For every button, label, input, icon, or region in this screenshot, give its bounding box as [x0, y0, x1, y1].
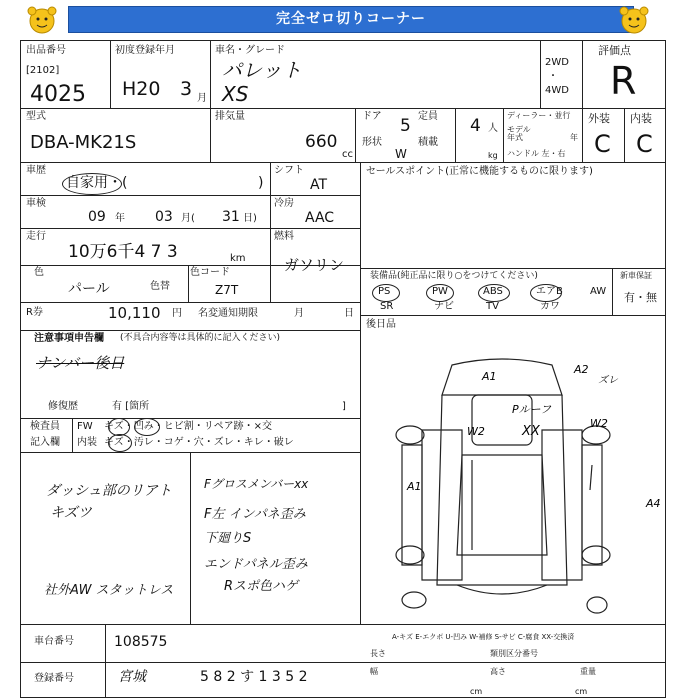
- drive-2wd: 2WD: [545, 57, 569, 68]
- repair-close: ]: [342, 401, 346, 412]
- mileage-unit: km: [230, 253, 246, 264]
- capacity-value: 4: [470, 116, 481, 136]
- model-year-unit: 年: [570, 133, 578, 142]
- sales-points-label: セールスポイント(正常に機能するものに限ります): [366, 166, 593, 177]
- cm-unit-1: cm: [470, 687, 483, 696]
- notes-label: 注意事項申告欄: [34, 333, 104, 344]
- first-reg-month: 3: [180, 78, 193, 100]
- model-label: 型式: [26, 111, 46, 122]
- inspection-day: 31: [222, 209, 240, 225]
- fuel-label: 燃料: [274, 231, 294, 242]
- inspection-day-unit: 日): [243, 213, 257, 224]
- check-row2-prefix: 内装: [77, 437, 97, 448]
- car-name: パレット: [222, 58, 302, 82]
- check-label-2: 記入欄: [30, 437, 60, 448]
- exterior-label: 外装: [588, 112, 610, 125]
- ac-label: 冷房: [274, 198, 294, 209]
- inspection-month: 03: [155, 209, 173, 225]
- load-unit: kg: [488, 151, 498, 160]
- inspection-label: 車検: [26, 198, 46, 209]
- equip-circle-airbag: [530, 284, 562, 302]
- displacement-value: 660: [305, 132, 338, 152]
- door-label: ドア: [362, 111, 382, 122]
- chassis-label: 車台番号: [34, 636, 74, 647]
- check-row1: キズ・凹み・ヒビ割・リペア跡・×交: [104, 421, 272, 432]
- recycle-label: R券: [26, 307, 43, 318]
- history-value: 自家用・(: [66, 175, 128, 191]
- color-change-label: 色替: [150, 281, 170, 292]
- lot-sub: [2102]: [26, 65, 60, 76]
- plate-number: 5 8 2 す 1 3 5 2: [200, 669, 308, 685]
- mileage-value: 10万6千4 7 3: [68, 242, 178, 262]
- drive-4wd: 4WD: [545, 85, 569, 96]
- height-label: 高さ: [490, 667, 506, 676]
- check-circle-2: [134, 418, 160, 436]
- equip-navi: ナビ: [434, 301, 454, 312]
- equip-tv: TV: [486, 301, 499, 312]
- fuel-value: ガソリン: [284, 256, 345, 274]
- equip-sr: SR: [380, 301, 394, 312]
- diagram-label-a2-top: A2: [574, 363, 589, 376]
- plate-region: 宮城: [118, 669, 146, 685]
- remark-right-5: Rスポ色ハゲ: [224, 579, 299, 594]
- color-value: パール: [68, 281, 110, 297]
- first-reg-year: H20: [122, 78, 161, 100]
- equip-aw: AW: [590, 286, 607, 297]
- capacity-label: 定員: [418, 111, 438, 122]
- color-code-value: Z7T: [215, 283, 239, 297]
- first-reg-label: 初度登録年月: [115, 45, 175, 56]
- repair-label: 修復歴: [48, 401, 78, 412]
- inspection-year: 09: [88, 209, 106, 225]
- new-warranty-label: 新車保証: [620, 271, 652, 280]
- interior-value: C: [636, 130, 653, 158]
- bear-mascot-icon: [612, 4, 656, 38]
- rear-seat-label: 後日品: [366, 319, 396, 330]
- new-warranty-value: 有・無: [624, 291, 657, 304]
- notify-day-unit: 日: [344, 308, 354, 319]
- plate-label: 登録番号: [34, 673, 74, 684]
- ac-value: AAC: [305, 210, 335, 226]
- check-label-1: 検査員: [30, 421, 60, 432]
- recycle-value: 10,110: [108, 304, 161, 322]
- displacement-unit: cc: [342, 149, 353, 160]
- drive-dot: ・: [548, 71, 558, 82]
- model-year-label: モデル 年式: [507, 125, 531, 142]
- equip-pw: PW: [432, 286, 448, 297]
- width-label: 幅: [370, 667, 378, 676]
- shift-label: シフト: [274, 165, 304, 176]
- load-label: 積載: [418, 137, 438, 148]
- inspection-month-unit: 月(: [181, 213, 195, 224]
- equip-airbag: エアB: [536, 286, 563, 297]
- equip-circle-pw: [426, 284, 454, 302]
- inspection-year-unit: 年: [115, 213, 125, 224]
- notify-month-unit: 月: [294, 308, 304, 319]
- recycle-unit: 円: [172, 308, 182, 319]
- cm-unit-2: cm: [575, 687, 588, 696]
- history-label: 車歴: [26, 165, 46, 176]
- weight-label: 重量: [580, 667, 596, 676]
- color-code-label: 色コード: [190, 267, 230, 278]
- diagram-label-roof: Pルーフ: [512, 403, 552, 416]
- door-value: 5: [400, 116, 411, 136]
- model-code: DBA-MK21S: [30, 132, 137, 153]
- check-circle-3: [108, 434, 132, 452]
- bear-mascot-icon: [20, 4, 64, 38]
- dealer-label: ディーラー・並行: [507, 111, 571, 120]
- notify-label: 名変通知期限: [198, 308, 258, 319]
- displacement-label: 排気量: [215, 111, 245, 122]
- exterior-value: C: [594, 130, 611, 158]
- car-name-label: 車名・グレード: [215, 45, 285, 56]
- diagram-label-xx: XX: [522, 424, 540, 439]
- equip-circle-abs: [478, 284, 510, 302]
- diagram-label-a4-right: A4: [646, 497, 661, 510]
- class-label: 類別区分番号: [490, 649, 538, 658]
- diagram-label-w2-right: W2: [590, 417, 608, 430]
- notes-entry: ナンバー後日: [36, 354, 125, 372]
- grade-score-value: R: [610, 59, 637, 103]
- history-circle: [62, 173, 122, 195]
- diagram-label-a1-left: A1: [407, 480, 422, 493]
- diagram-label-w2-left: W2: [467, 425, 485, 438]
- capacity-unit: 人: [488, 123, 498, 134]
- color-label: 色: [34, 267, 44, 278]
- equipment-label: 装備品(純正品に限り○をつけてください): [370, 271, 538, 281]
- diagram-label-zure: ズレ: [598, 375, 618, 386]
- lot-number: 4025: [30, 82, 86, 107]
- banner-title: 完全ゼロ切りコーナー: [68, 6, 634, 33]
- diagram-label-a1-top: A1: [482, 370, 497, 383]
- history-close: ): [258, 175, 264, 191]
- interior-label: 内装: [630, 112, 652, 125]
- damage-legend: A-キズ E-エクボ U-凹み W-補修 S-サビ C-腐食 XX-交換済: [392, 633, 575, 641]
- shape-label: 形状: [362, 137, 382, 148]
- repair-value: 有 [箇所: [112, 401, 150, 412]
- check-row1-prefix: FW: [77, 421, 93, 432]
- car-damage-diagram-icon: [362, 335, 664, 624]
- equip-abs: ABS: [483, 286, 503, 297]
- car-grade: XS: [222, 82, 249, 106]
- handle-label: ハンドル 左・右: [507, 149, 566, 158]
- remark-right-2: F左 インパネ歪み: [204, 507, 306, 522]
- lot-label: 出品番号: [26, 45, 66, 56]
- shift-value: AT: [310, 177, 328, 193]
- remark-right-4: エンドパネル歪み: [204, 557, 308, 572]
- check-row2: キズ・汚レ・コゲ・穴・ズレ・キレ・破レ: [104, 437, 294, 448]
- shape-value: W: [395, 147, 407, 161]
- chassis-value: 108575: [114, 634, 168, 650]
- mileage-label: 走行: [26, 231, 46, 242]
- notes-sub: (不具合内容等は具体的に記入ください): [120, 333, 281, 343]
- equip-ps: PS: [378, 286, 391, 297]
- remark-left-2: キズツ: [50, 505, 92, 521]
- header: [0, 0, 700, 40]
- grade-score-label: 評価点: [598, 44, 631, 57]
- remark-right-3: 下廻りS: [204, 531, 252, 546]
- equip-circle-ps: [372, 284, 400, 302]
- remark-right-1: Fグロスメンバーxx: [204, 477, 309, 491]
- equip-leather: カワ: [540, 301, 560, 312]
- remark-left-3: 社外AW スタットレス: [44, 583, 174, 598]
- first-reg-month-unit: 月: [197, 93, 207, 104]
- remark-left-1: ダッシュ部のリアト: [46, 483, 172, 499]
- length-label: 長さ: [370, 649, 386, 658]
